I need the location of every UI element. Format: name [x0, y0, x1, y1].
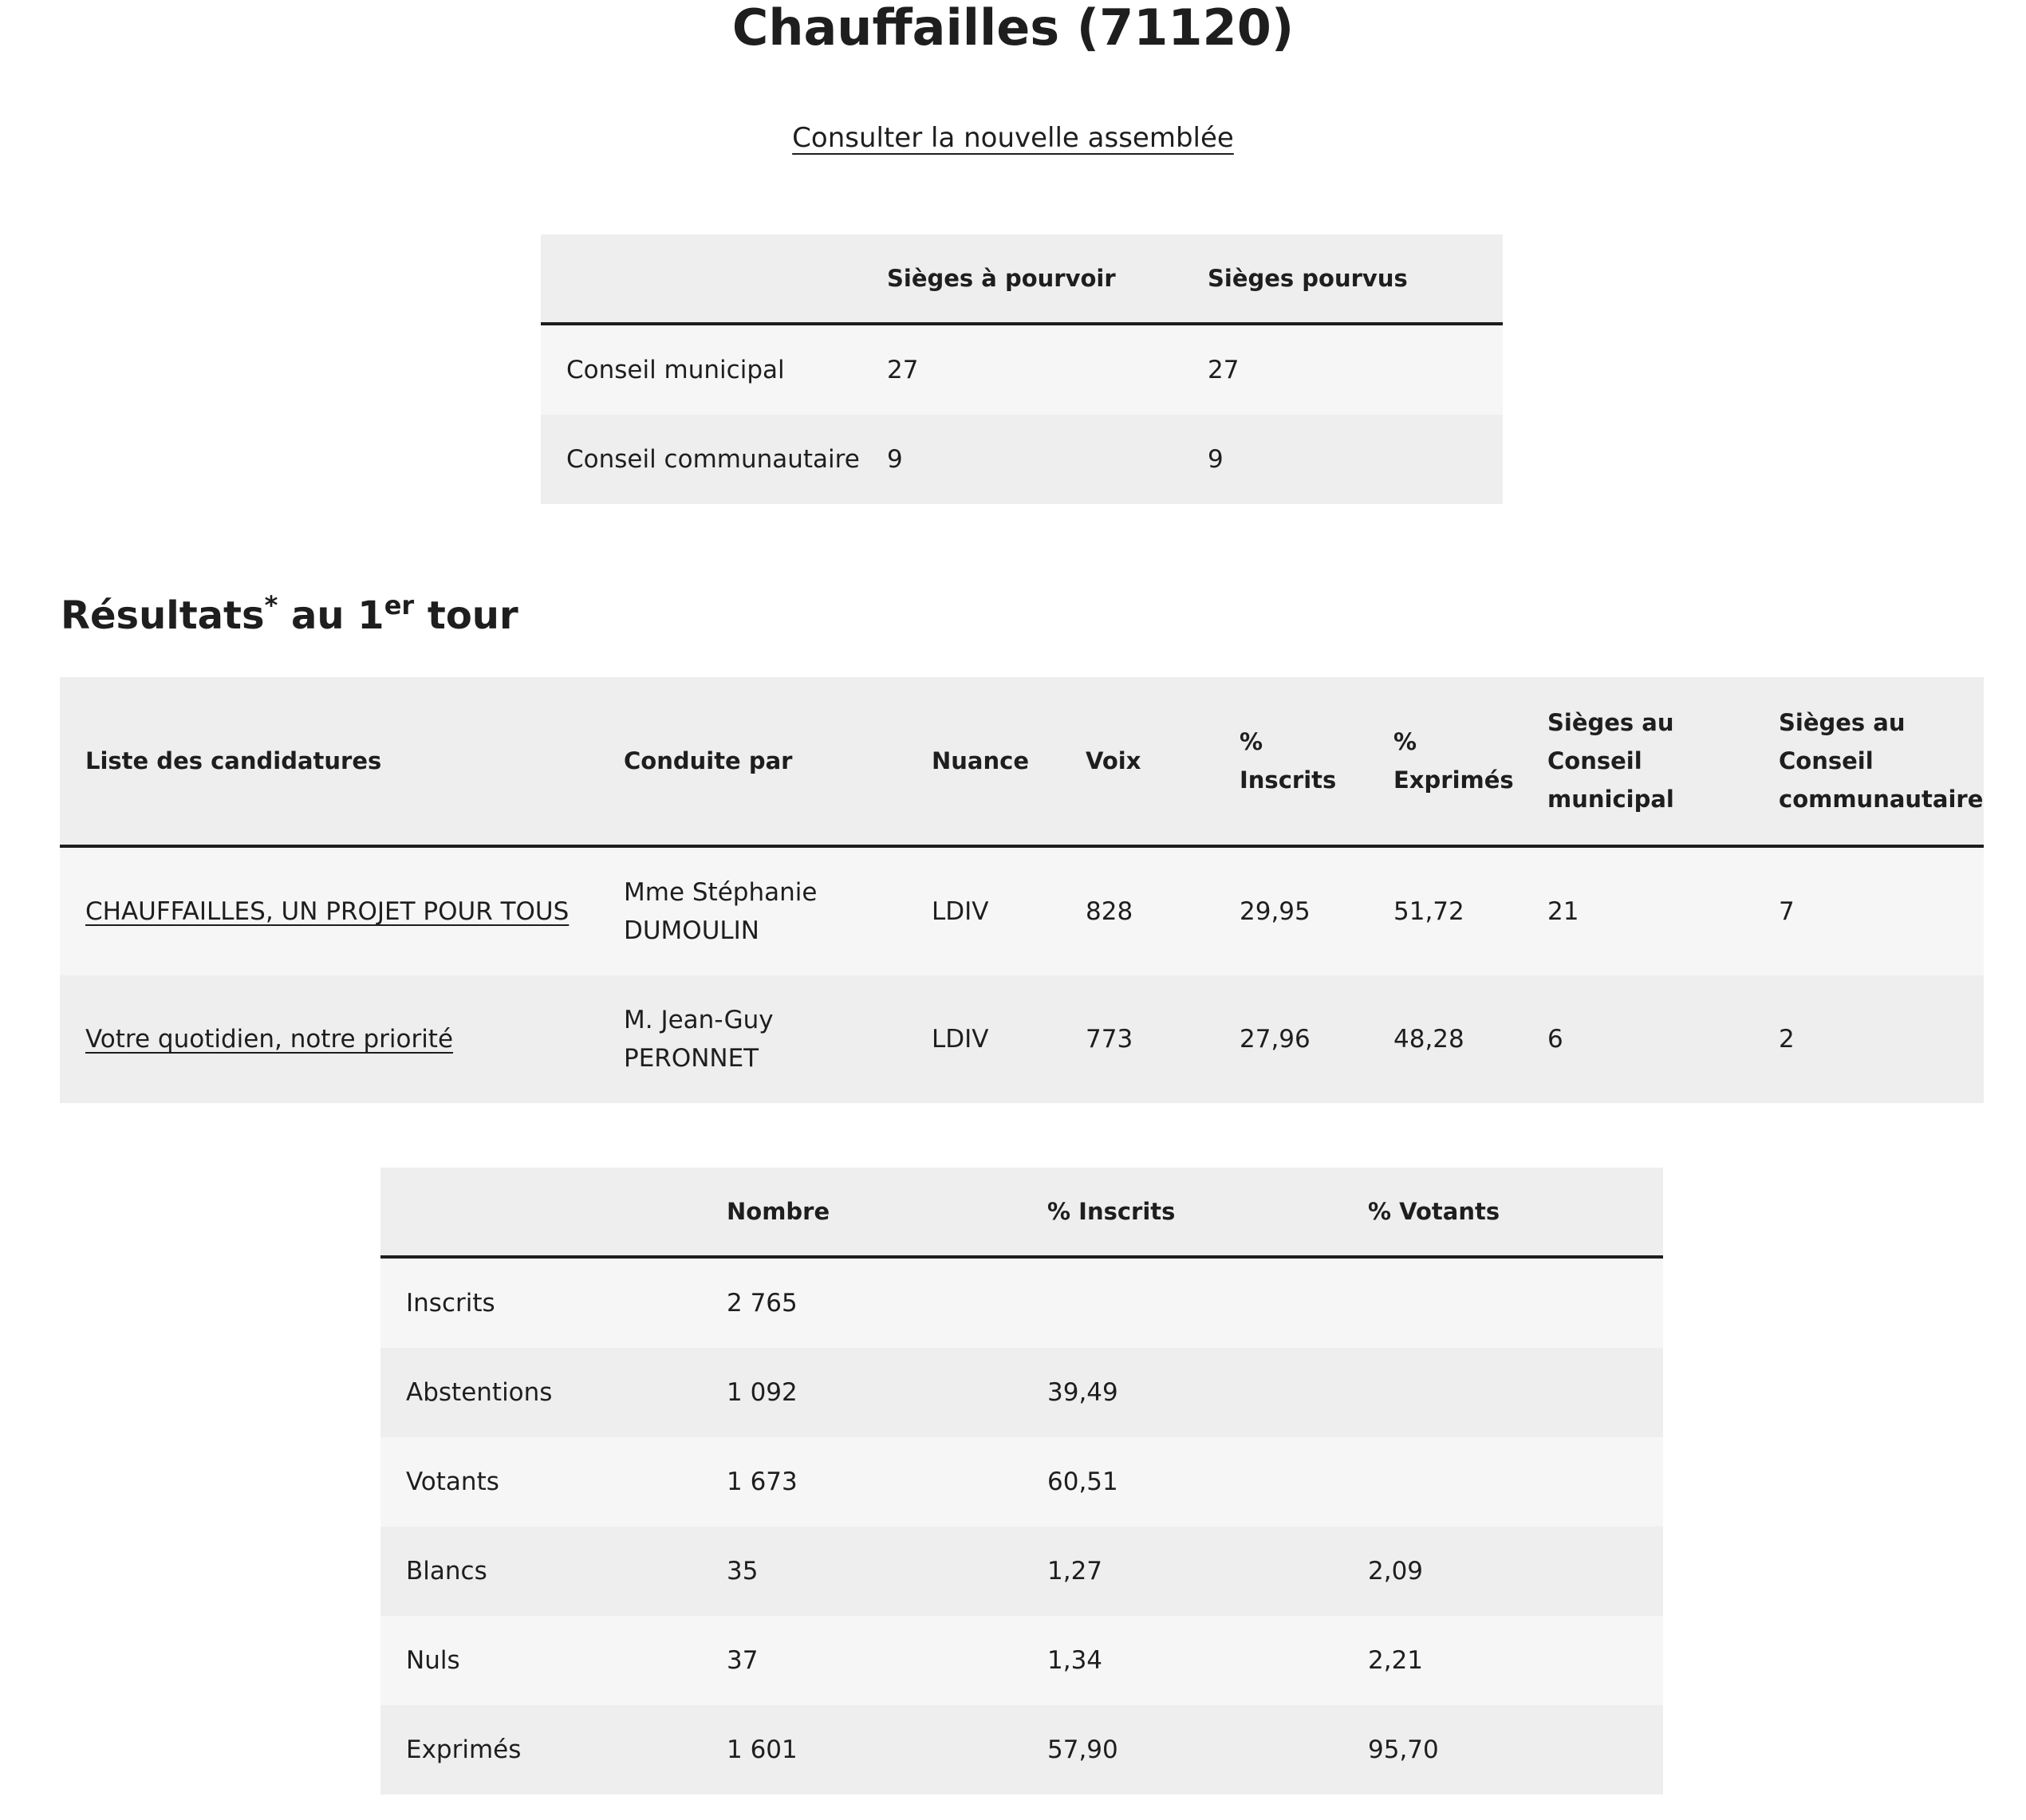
participation-pct-voters [1342, 1257, 1663, 1348]
participation-header-pct-voters: % Votants [1342, 1168, 1663, 1257]
seats-table [541, 234, 1503, 504]
participation-label: Votants [380, 1437, 701, 1527]
results-heading-end: tour [414, 593, 518, 638]
candidate-list-cell [60, 846, 598, 975]
pct-expressed-cell: 51,72 [1368, 846, 1522, 975]
participation-pct-voters: 2,09 [1342, 1527, 1663, 1616]
participation-pct-voters: 95,70 [1342, 1705, 1663, 1794]
participation-header-count: Nombre [701, 1168, 1022, 1257]
results-table [60, 677, 1984, 1103]
candidate-list-link[interactable]: CHAUFFAILLES, UN PROJET POUR TOUS [85, 897, 570, 926]
participation-count: 1 673 [701, 1437, 1022, 1527]
participation-count: 1 092 [701, 1348, 1022, 1437]
header-line: Conseil [1779, 747, 1874, 774]
participation-table [380, 1168, 1663, 1794]
participation-label: Nuls [380, 1616, 701, 1705]
participation-pct-registered: 57,90 [1022, 1705, 1342, 1794]
participation-count: 37 [701, 1616, 1022, 1705]
participation-pct-voters [1342, 1437, 1663, 1527]
seats-row-label: Conseil municipal [541, 324, 861, 415]
table-row [60, 846, 1984, 975]
seats-municipal-cell: 6 [1522, 975, 1753, 1103]
results-header-led-by: Conduite par [598, 677, 906, 846]
results-header-row [60, 677, 1984, 846]
header-line: communautaire [1779, 786, 1984, 813]
seats-municipal-cell: 21 [1522, 846, 1753, 975]
participation-pct-registered: 1,34 [1022, 1616, 1342, 1705]
seats-row-filled: 9 [1182, 415, 1503, 504]
table-row [380, 1616, 1663, 1705]
results-heading-asterisk: * [264, 590, 278, 620]
led-by-cell [598, 846, 906, 975]
results-header-pct-expressed [1368, 677, 1522, 846]
table-row [541, 324, 1503, 415]
participation-pct-registered [1022, 1257, 1342, 1348]
participation-label: Exprimés [380, 1705, 701, 1794]
consult-assembly-link[interactable]: Consulter la nouvelle assemblée [792, 122, 1234, 154]
header-line: Inscrits [1240, 766, 1337, 794]
table-row [380, 1257, 1663, 1348]
seats-header-empty [541, 234, 861, 324]
nuance-cell: LDIV [906, 846, 1060, 975]
participation-pct-registered: 1,27 [1022, 1527, 1342, 1616]
votes-cell: 828 [1060, 846, 1214, 975]
seats-row-to-fill: 9 [861, 415, 1182, 504]
header-line: % [1393, 728, 1417, 755]
table-row [541, 415, 1503, 504]
votes-cell: 773 [1060, 975, 1214, 1103]
participation-pct-voters: 2,21 [1342, 1616, 1663, 1705]
participation-header-row [380, 1168, 1663, 1257]
participation-header-empty [380, 1168, 701, 1257]
table-row [380, 1705, 1663, 1794]
nuance-cell: LDIV [906, 975, 1060, 1103]
results-heading-main: Résultats [61, 593, 265, 638]
results-header-seats-community [1753, 677, 1984, 846]
led-by-line: PERONNET [624, 1044, 759, 1073]
seats-header-to-fill: Sièges à pourvoir [861, 234, 1182, 324]
pct-expressed-cell: 48,28 [1368, 975, 1522, 1103]
page-title: Chauffailles (71120) [731, 0, 1295, 57]
header-line: Conseil [1547, 747, 1642, 774]
assembly-link-container [0, 120, 2026, 156]
results-heading [61, 592, 518, 640]
header-line: Sièges au [1547, 709, 1674, 736]
table-row [380, 1437, 1663, 1527]
table-row [380, 1348, 1663, 1437]
results-header-seats-municipal [1522, 677, 1753, 846]
header-line: Exprimés [1393, 766, 1514, 794]
table-row [380, 1527, 1663, 1616]
participation-label: Inscrits [380, 1257, 701, 1348]
led-by-line: DUMOULIN [624, 916, 760, 945]
seats-row-label: Conseil communautaire [541, 415, 861, 504]
results-header-list: Liste des candidatures [60, 677, 598, 846]
header-line: Sièges au [1779, 709, 1906, 736]
led-by-line: Mme Stéphanie [624, 878, 818, 907]
participation-pct-voters [1342, 1348, 1663, 1437]
candidate-list-cell [60, 975, 598, 1103]
seats-header-row [541, 234, 1503, 324]
participation-count: 1 601 [701, 1705, 1022, 1794]
pct-registered-cell: 29,95 [1214, 846, 1368, 975]
results-heading-mid: au 1 [278, 593, 384, 638]
led-by-line: M. Jean-Guy [624, 1006, 774, 1034]
participation-count: 35 [701, 1527, 1022, 1616]
candidate-list-link[interactable]: Votre quotidien, notre priorité [85, 1025, 454, 1054]
results-header-nuance: Nuance [906, 677, 1060, 846]
participation-count: 2 765 [701, 1257, 1022, 1348]
seats-row-to-fill: 27 [861, 324, 1182, 415]
participation-pct-registered: 39,49 [1022, 1348, 1342, 1437]
header-line: % [1240, 728, 1263, 755]
seats-header-filled: Sièges pourvus [1182, 234, 1503, 324]
participation-label: Abstentions [380, 1348, 701, 1437]
participation-pct-registered: 60,51 [1022, 1437, 1342, 1527]
results-header-votes: Voix [1060, 677, 1214, 846]
seats-community-cell: 7 [1753, 846, 1984, 975]
participation-label: Blancs [380, 1527, 701, 1616]
led-by-cell [598, 975, 906, 1103]
results-header-pct-registered [1214, 677, 1368, 846]
seats-row-filled: 27 [1182, 324, 1503, 415]
header-line: municipal [1547, 786, 1674, 813]
seats-community-cell: 2 [1753, 975, 1984, 1103]
pct-registered-cell: 27,96 [1214, 975, 1368, 1103]
participation-header-pct-registered: % Inscrits [1022, 1168, 1342, 1257]
table-row [60, 975, 1984, 1103]
results-heading-ordinal: er [384, 590, 415, 620]
